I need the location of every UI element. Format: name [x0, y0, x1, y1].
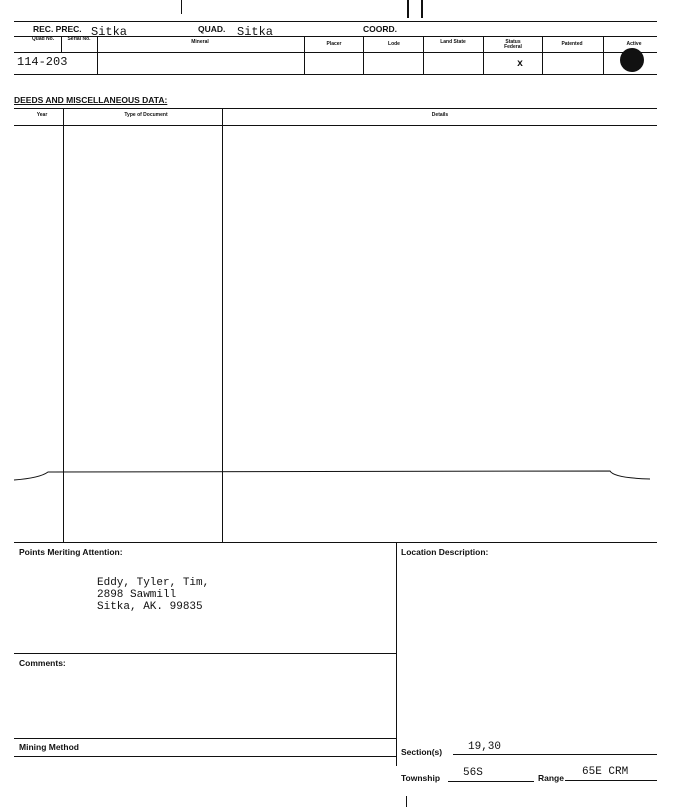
points-line: Eddy, Tyler, Tim, — [97, 577, 210, 589]
col-type-of-document: Type of Document — [124, 112, 168, 118]
col-lode: Lode — [388, 41, 400, 47]
col-year: Year — [36, 112, 48, 118]
col-divider — [423, 36, 424, 74]
col-details: Details — [431, 112, 449, 118]
active-dot — [620, 48, 644, 72]
rec-prec-value: Sitka — [91, 25, 128, 39]
col-status-federal: Status Federal — [504, 39, 522, 50]
col-serial-no: Serial No. — [67, 36, 91, 42]
range-underline — [565, 780, 657, 781]
deeds-bottom-rule — [14, 542, 657, 543]
lower-center-divider — [396, 542, 397, 766]
location-description-label: Location Description: — [401, 547, 489, 557]
comments-label: Comments: — [19, 658, 66, 668]
quad-serial-value: 114-203 — [17, 55, 68, 69]
top-tick-mark — [421, 0, 423, 18]
col-divider — [603, 36, 604, 74]
header-bottom-rule — [14, 36, 657, 37]
col-divider — [542, 36, 543, 74]
quad-label: QUAD. — [198, 24, 226, 34]
township-underline — [448, 781, 534, 782]
deeds-top-rule — [14, 108, 657, 109]
col-land-state: Land State — [440, 39, 466, 45]
col-divider — [483, 36, 484, 74]
col-mineral: Mineral — [191, 39, 209, 45]
coord-label: COORD. — [363, 24, 397, 34]
mining-bottom-rule — [14, 756, 396, 757]
col-placer: Placer — [326, 41, 342, 47]
range-label: Range — [538, 773, 564, 783]
top-tick-mark — [181, 0, 182, 14]
fold-crease-line — [0, 460, 678, 490]
points-meriting-label: Points Meriting Attention: — [19, 547, 123, 557]
points-text-block — [97, 577, 209, 613]
col-active: Active — [626, 41, 642, 47]
section-label: Section(s) — [401, 747, 443, 757]
deeds-header-rule — [14, 125, 657, 126]
range-value: 65E CRM — [582, 766, 629, 778]
mining-top-rule — [14, 738, 396, 739]
colheader-bottom-rule — [14, 52, 657, 53]
section-underline — [453, 754, 657, 755]
col-quad-no: Quad No. — [31, 36, 55, 42]
col-divider — [363, 36, 364, 74]
township-value: 56S — [463, 767, 483, 779]
mining-method-label: Mining Method — [19, 742, 79, 752]
col-patented: Patented — [561, 41, 583, 47]
comments-top-rule — [14, 653, 396, 654]
header-top-rule — [14, 21, 657, 22]
township-label: Township — [401, 773, 441, 783]
col-divider — [61, 36, 62, 52]
data-row-bottom-rule — [14, 74, 657, 75]
rec-prec-label: REC. PREC. — [33, 24, 82, 34]
col-divider — [97, 36, 98, 74]
points-line: 2898 Sawmill — [97, 589, 177, 601]
quad-value: Sitka — [237, 25, 274, 39]
top-tick-mark — [407, 0, 409, 18]
federal-mark: x — [517, 59, 524, 70]
points-line: Sitka, AK. 99835 — [97, 601, 203, 613]
deeds-section-title: DEEDS AND MISCELLANEOUS DATA: — [14, 95, 168, 105]
bottom-tick-mark — [406, 796, 407, 807]
section-value: 19,30 — [468, 741, 502, 753]
col-divider — [304, 36, 305, 74]
